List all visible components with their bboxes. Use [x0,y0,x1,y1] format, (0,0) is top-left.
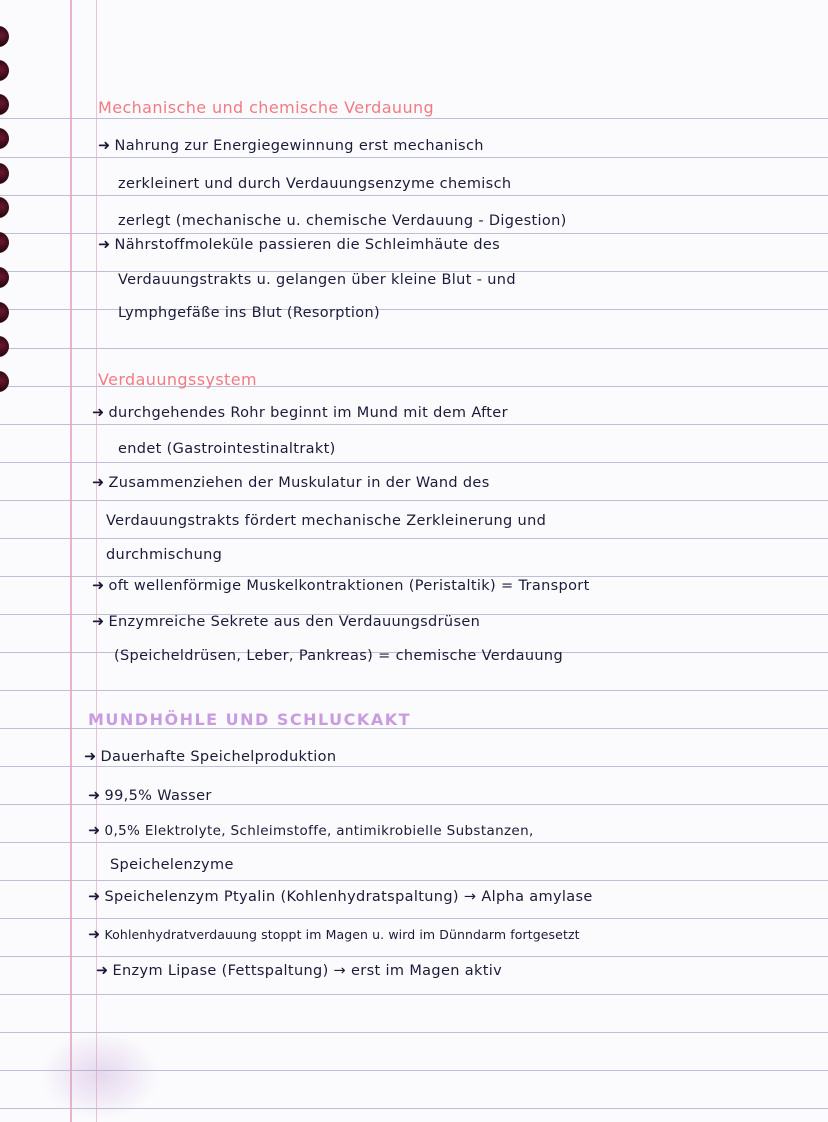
binder-hole [0,336,9,357]
note-line: zerkleinert und durch Verdauungsenzyme chemisch [118,176,512,192]
note-line [88,787,212,805]
note-line: Speichelenzyme [110,857,234,873]
binder-hole [0,60,9,81]
margin-line [70,0,72,1122]
ruled-line [0,462,828,463]
note-text: Enzymreiche Sekrete aus den Verdauungsdrüsen [108,614,481,630]
ruled-line [0,880,828,881]
margin-line [96,0,97,1122]
note-line [92,613,480,631]
note-line [84,748,336,766]
heading-verdauungssystem: Verdauungssystem [98,370,257,389]
arrow-bullet-icon: ➜ [92,614,105,630]
sub-arrow-icon: ➜ [88,788,101,804]
note-line [88,888,593,906]
note-line: zerlegt (mechanische u. chemische Verdauung - Digestion) [118,213,567,229]
note-line: Verdauungstrakts u. gelangen über kleine Blut - und [118,272,516,288]
arrow-bullet-icon: ➜ [92,475,105,491]
note-line [92,577,590,595]
ruled-line [0,766,828,767]
note-line: (Speicheldrüsen, Leber, Pankreas) = chemische Verdauung [114,648,564,664]
note-line [88,822,534,840]
ruled-line [0,994,828,995]
note-line: endet (Gastrointestinaltrakt) [118,441,336,457]
arrow-bullet-icon: ➜ [98,138,111,154]
arrow-bullet-icon: ➜ [88,927,101,943]
binder-hole [0,128,9,149]
binder-hole [0,232,9,253]
binder-hole [0,26,9,47]
ruled-line [0,195,828,196]
sub-arrow-icon: ➜ [88,823,101,839]
note-line [92,474,490,492]
note-line [88,926,580,944]
note-text: Nahrung zur Energiegewinnung erst mechanisch [114,138,484,154]
arrow-bullet-icon: ➜ [92,405,105,421]
note-line [96,962,502,980]
note-text: Speichelenzym Ptyalin (Kohlenhydratspaltung) → Alpha amylase [104,889,593,905]
note-line: durchmischung [106,547,223,563]
note-text: Kohlenhydratverdauung stoppt im Magen u. wird im Dünndarm fortgesetzt [104,927,580,942]
ruled-line [0,424,828,425]
arrow-bullet-icon: ➜ [98,237,111,253]
arrow-bullet-icon: ➜ [84,749,97,765]
note-line [92,404,508,422]
ruled-line [0,157,828,158]
note-text: oft wellenförmige Muskelkontraktionen (Peristaltik) = Transport [108,578,590,594]
ruled-line [0,348,828,349]
ruled-line [0,538,828,539]
note-text: Zusammenziehen der Muskulatur in der Wand des [108,475,490,491]
note-text: Nährstoffmoleküle passieren die Schleimhäute des [114,237,501,253]
binder-hole [0,197,9,218]
note-text: 99,5% Wasser [104,788,212,804]
ruled-line [0,500,828,501]
arrow-bullet-icon: ➜ [92,578,105,594]
binder-hole [0,371,9,392]
ruled-line [0,690,828,691]
binder-hole [0,94,9,115]
note-text: durchgehendes Rohr beginnt im Mund mit dem After [108,405,508,421]
heading-mundhoehle-schluckakt: MUNDHÖHLE UND SCHLUCKAKT [88,710,412,729]
ruled-line [0,233,828,234]
note-text: Enzym Lipase (Fettspaltung) → erst im Magen aktiv [112,963,503,979]
binder-hole [0,302,9,323]
paper-shadow [40,1030,160,1120]
note-line: Lymphgefäße ins Blut (Resorption) [118,305,381,321]
ruled-line [0,956,828,957]
note-line [98,137,484,155]
heading-mechanische-chemische-verdauung: Mechanische und chemische Verdauung [98,98,435,117]
note-line [98,236,500,254]
ruled-line [0,842,828,843]
note-line: Verdauungstrakts fördert mechanische Zerkleinerung und [106,513,547,529]
ruled-line [0,918,828,919]
binder-hole [0,163,9,184]
note-text: 0,5% Elektrolyte, Schleimstoffe, antimikrobielle Substanzen, [104,823,534,839]
note-text: Dauerhafte Speichelproduktion [100,749,337,765]
arrow-bullet-icon: ➜ [88,889,101,905]
ruled-line [0,118,828,119]
arrow-bullet-icon: ➜ [96,963,109,979]
